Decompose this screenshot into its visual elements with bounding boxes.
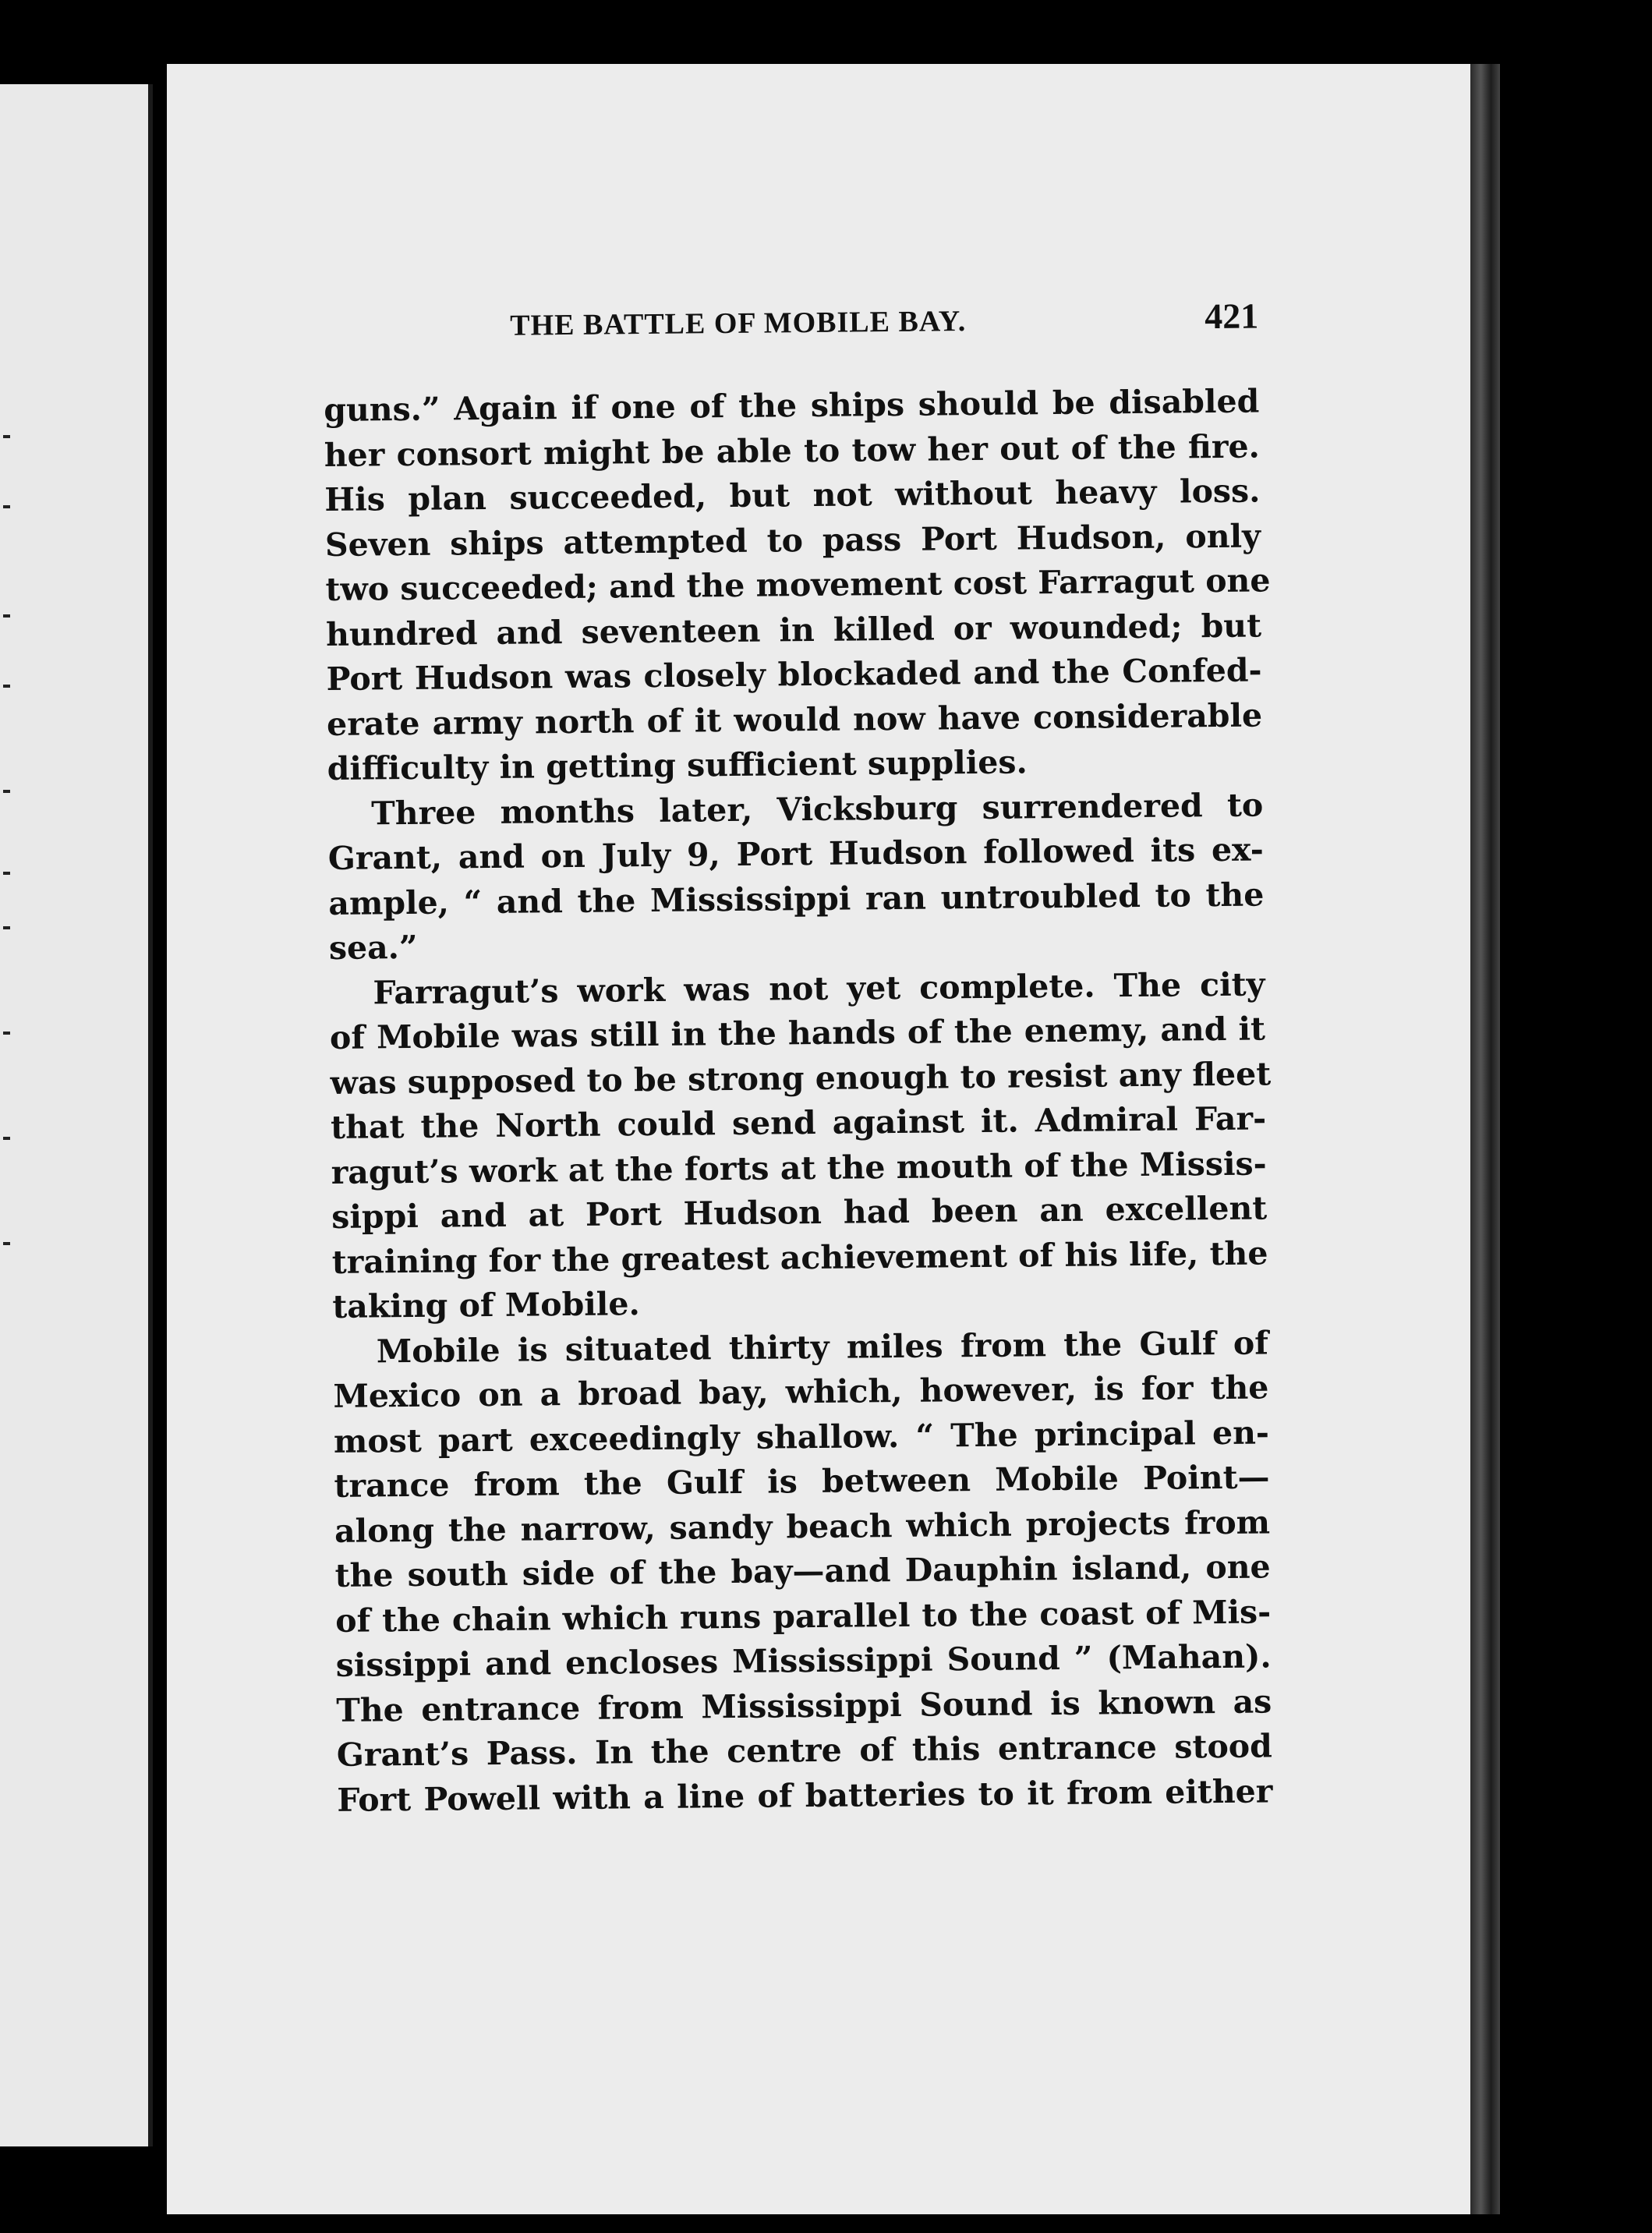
text-line: the south side of the bay—and Dauphin island, one	[334, 1548, 1271, 1594]
text-line: Grant’s Pass. In the centre of this entrance stood	[336, 1727, 1273, 1774]
text-line: Farragut’s work was not yet complete. The city	[373, 964, 1265, 1011]
text-line: guns.” Again if one of the ships should be disabled	[324, 382, 1260, 429]
margin-mark	[3, 685, 10, 688]
text-line: was supposed to be strong enough to resist any fleet	[330, 1054, 1272, 1102]
text-line: most part exceedingly shallow. “ The principal en-	[333, 1413, 1270, 1460]
margin-mark	[3, 1032, 10, 1035]
page-text-block	[323, 295, 1273, 1822]
body-text	[324, 379, 1273, 1822]
text-line: Fort Powell with a line of batteries to it from either	[337, 1771, 1273, 1819]
text-line: The entrance from Mississippi Sound is known as	[336, 1682, 1272, 1729]
text-line: sea.”	[328, 928, 418, 967]
text-line: ragut’s work at the forts at the mouth of the Missis-	[331, 1144, 1267, 1191]
margin-mark	[3, 435, 10, 438]
text-line: taking of Mobile.	[332, 1285, 640, 1325]
text-line: His plan succeeded, but not without heavy loss.	[324, 472, 1261, 518]
previous-page-edge	[0, 84, 153, 2146]
margin-mark	[3, 872, 10, 875]
page-stack-edge	[1470, 64, 1500, 2214]
margin-mark	[3, 926, 10, 929]
text-line: ample, “ and the Mississippi ran untroubled to the	[328, 875, 1265, 922]
margin-mark	[3, 1137, 10, 1140]
text-line: Grant, and on July 9, Port Hudson followed its ex-	[327, 830, 1265, 877]
text-line: trance from the Gulf is between Mobile Point—	[334, 1458, 1270, 1505]
text-line: erate army north of it would now have considerable	[326, 695, 1263, 743]
margin-mark	[3, 790, 10, 793]
text-line: Port Hudson was closely blockaded and the Confed-	[326, 651, 1262, 698]
running-title: THE BATTLE OF MOBILE BAY.	[510, 305, 967, 342]
margin-mark	[3, 505, 10, 508]
text-line: that the North could send against it. Admiral Far-	[330, 1099, 1267, 1146]
text-line: sippi and at Port Hudson had been an excellent	[331, 1189, 1268, 1236]
text-line: her consort might be able to tow her out of the fire.	[324, 426, 1261, 474]
text-line: Three months later, Vicksburg surrendered to	[371, 785, 1264, 832]
text-line: sissippi and encloses Mississippi Sound ” (Mahan).	[335, 1637, 1272, 1684]
text-line: two succeeded; and the movement cost Farragut one	[325, 561, 1271, 608]
text-line: Mobile is situated thirty miles from the Gulf of	[376, 1323, 1269, 1370]
page-number: 421	[1204, 295, 1259, 337]
margin-mark	[3, 1242, 10, 1245]
text-line: of the chain which runs parallel to the coast of Mis-	[334, 1592, 1272, 1640]
text-line: along the narrow, sandy beach which projects from	[334, 1502, 1271, 1550]
running-head	[323, 295, 1259, 351]
text-line: training for the greatest achievement of his life, the	[331, 1233, 1268, 1281]
text-line: Seven ships attempted to pass Port Hudson, only	[324, 516, 1261, 564]
text-line: hundred and seventeen in killed or wounded; but	[325, 606, 1262, 653]
text-line: Mexico on a broad bay, which, however, is for the	[333, 1368, 1269, 1415]
margin-mark	[3, 614, 10, 618]
text-line: difficulty in getting sufficient supplies.	[327, 743, 1028, 787]
text-line: of Mobile was still in the hands of the enemy, and it	[329, 1010, 1266, 1056]
